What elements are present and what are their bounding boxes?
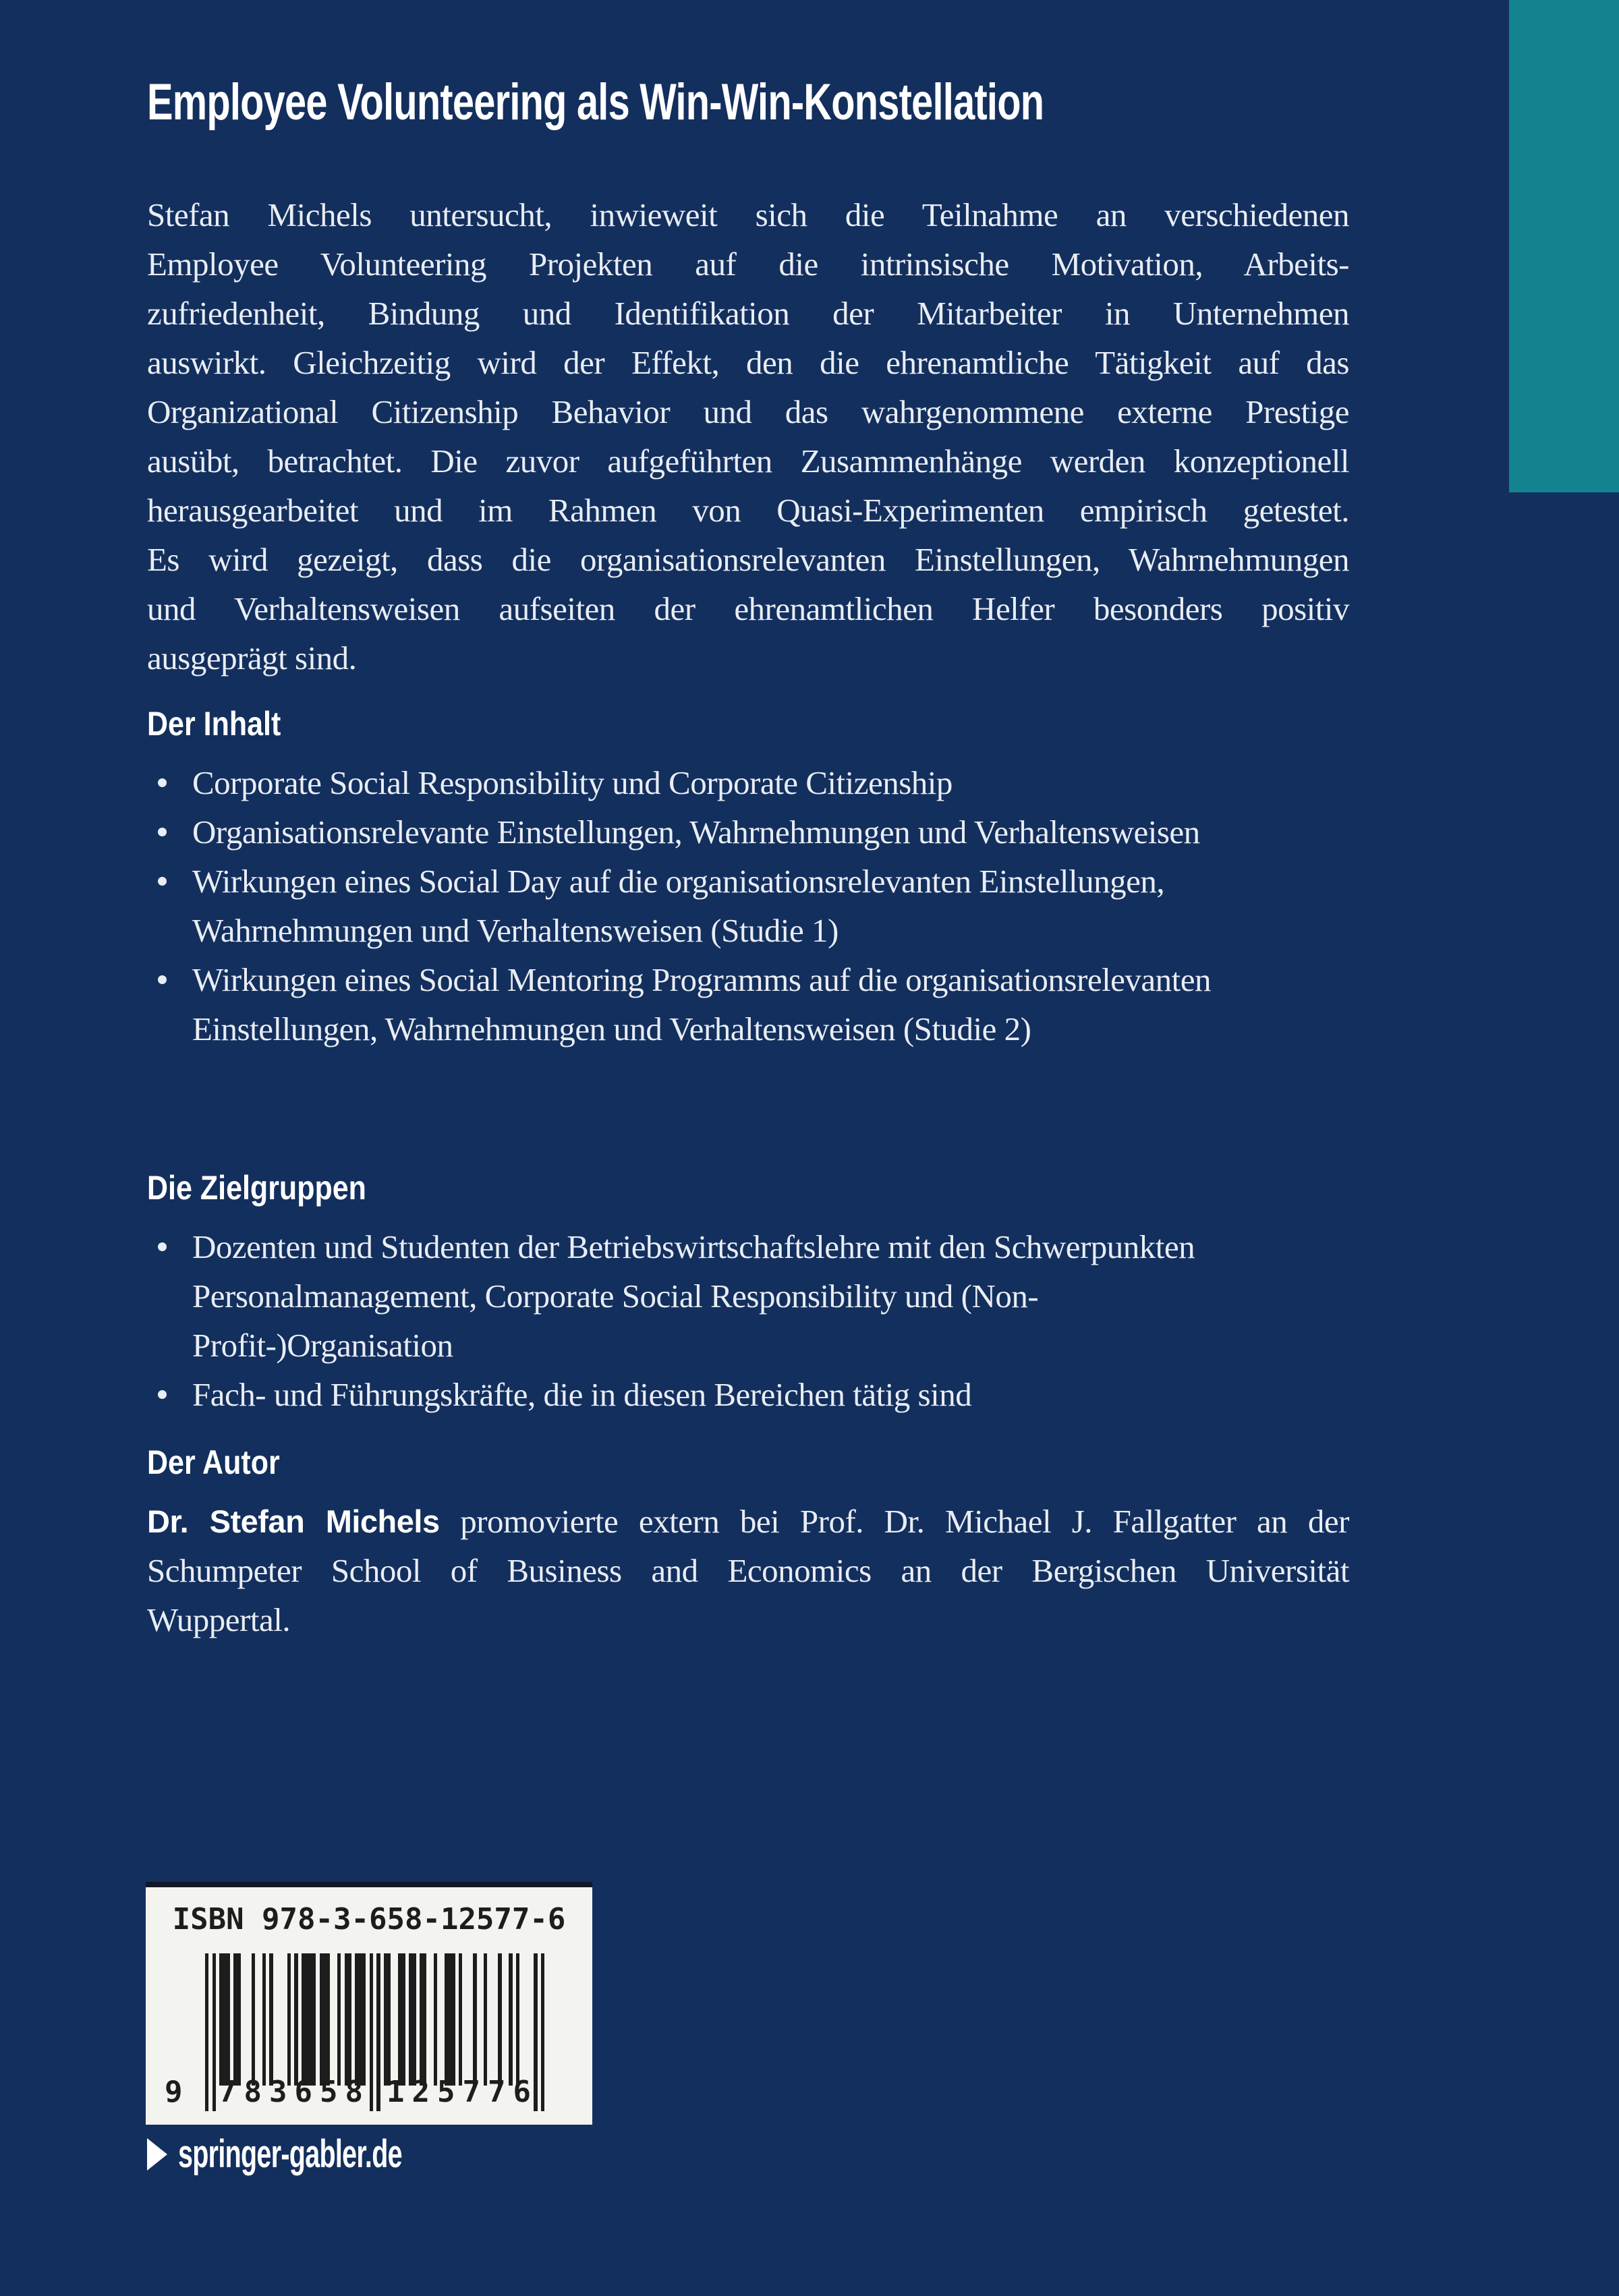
isbn-barcode-box	[146, 1882, 592, 2125]
author-text: promovierte extern bei Prof. Dr. Michael J. Fallgatter an der	[439, 1503, 1349, 1540]
author-lines	[147, 1546, 1349, 1644]
ean-first-digit: 9	[165, 2075, 183, 2109]
publisher-url: springer-gabler.de	[178, 2132, 402, 2176]
section-contents-heading: Der Inhalt	[147, 705, 281, 743]
list-item: Wirkungen eines Social Day auf die organisationsrelevanten Einstellungen, Wahrnehmungen und Verhaltensweisen (Studie 1)	[147, 857, 1272, 955]
section-target-groups-heading: Die Zielgruppen	[147, 1169, 366, 1207]
summary-line: Stefan Michels untersucht, inwieweit sich die Teilnahme an verschiedenen	[147, 196, 1349, 233]
section-author	[147, 1438, 1349, 1644]
summary-line: Es wird gezeigt, dass die organisationsrelevanten Einstellungen, Wahrnehmungen	[147, 541, 1349, 578]
ean-left-digits: 7 8 3 6 5 8	[219, 2075, 363, 2109]
author-line: Schumpeter School of Business and Economics an der Bergischen Universität	[147, 1552, 1349, 1589]
ean-right-digits: 1 2 5 7 7 6	[387, 2075, 531, 2109]
summary-paragraph	[147, 190, 1349, 683]
page-title-text: Employee Volunteering als Win-Win-Konstellation	[147, 74, 1044, 131]
summary-line: zufriedenheit, Bindung und Identifikation der Mitarbeiter in Unternehmen	[147, 295, 1349, 332]
list-item: Organisationsrelevante Einstellungen, Wahrnehmungen und Verhaltensweisen	[147, 807, 1272, 857]
summary-line: Employee Volunteering Projekten auf die intrinsische Motivation, Arbeits-	[147, 246, 1349, 283]
summary-line: ausübt, betrachtet. Die zuvor aufgeführten Zusammenhänge werden konzeptionell	[147, 442, 1349, 480]
isbn-label: ISBN 978-3-658-12577-6	[172, 1902, 566, 1936]
publisher-footer	[147, 2131, 507, 2177]
author-line	[147, 1497, 1349, 1546]
summary-line: herausgearbeitet und im Rahmen von Quasi-Experimenten empirisch getestet.	[147, 492, 1349, 529]
contents-list	[147, 758, 1349, 1054]
summary-line: auswirkt. Gleichzeitig wird der Effekt, den die ehrenamtliche Tätigkeit auf das	[147, 344, 1349, 381]
summary-line: ausgeprägt sind.	[147, 639, 357, 677]
target-groups-list	[147, 1222, 1349, 1419]
page-title	[147, 76, 1327, 130]
list-item: Wirkungen eines Social Mentoring Programms auf die organisationsrelevanten Einstellungen, Wahrnehmungen und Verhaltensweisen (Studie 2)	[147, 955, 1272, 1054]
list-item: Corporate Social Responsibility und Corporate Citizenship	[147, 758, 1272, 807]
section-contents	[147, 699, 1349, 1054]
summary-line: Organizational Citizenship Behavior und das wahrgenommene externe Prestige	[147, 393, 1349, 430]
teal-accent-block	[1509, 0, 1619, 492]
author-paragraph	[147, 1497, 1349, 1644]
author-name: Dr. Stefan Michels	[147, 1503, 440, 1539]
summary-line: und Verhaltensweisen aufseiten der ehrenamtlichen Helfer besonders positiv	[147, 590, 1349, 627]
right-arrow-icon	[147, 2138, 167, 2171]
author-line: Wuppertal.	[147, 1601, 291, 1638]
list-item: Dozenten und Studenten der Betriebswirtschaftslehre mit den Schwerpunkten Personalmanagement, Corporate Social Responsibility und (Non-Profit-)Organisation	[147, 1222, 1272, 1370]
section-author-heading: Der Autor	[147, 1443, 280, 1481]
list-item: Fach- und Führungskräfte, die in diesen Bereichen tätig sind	[147, 1370, 1272, 1419]
section-target-groups	[147, 1164, 1349, 1419]
